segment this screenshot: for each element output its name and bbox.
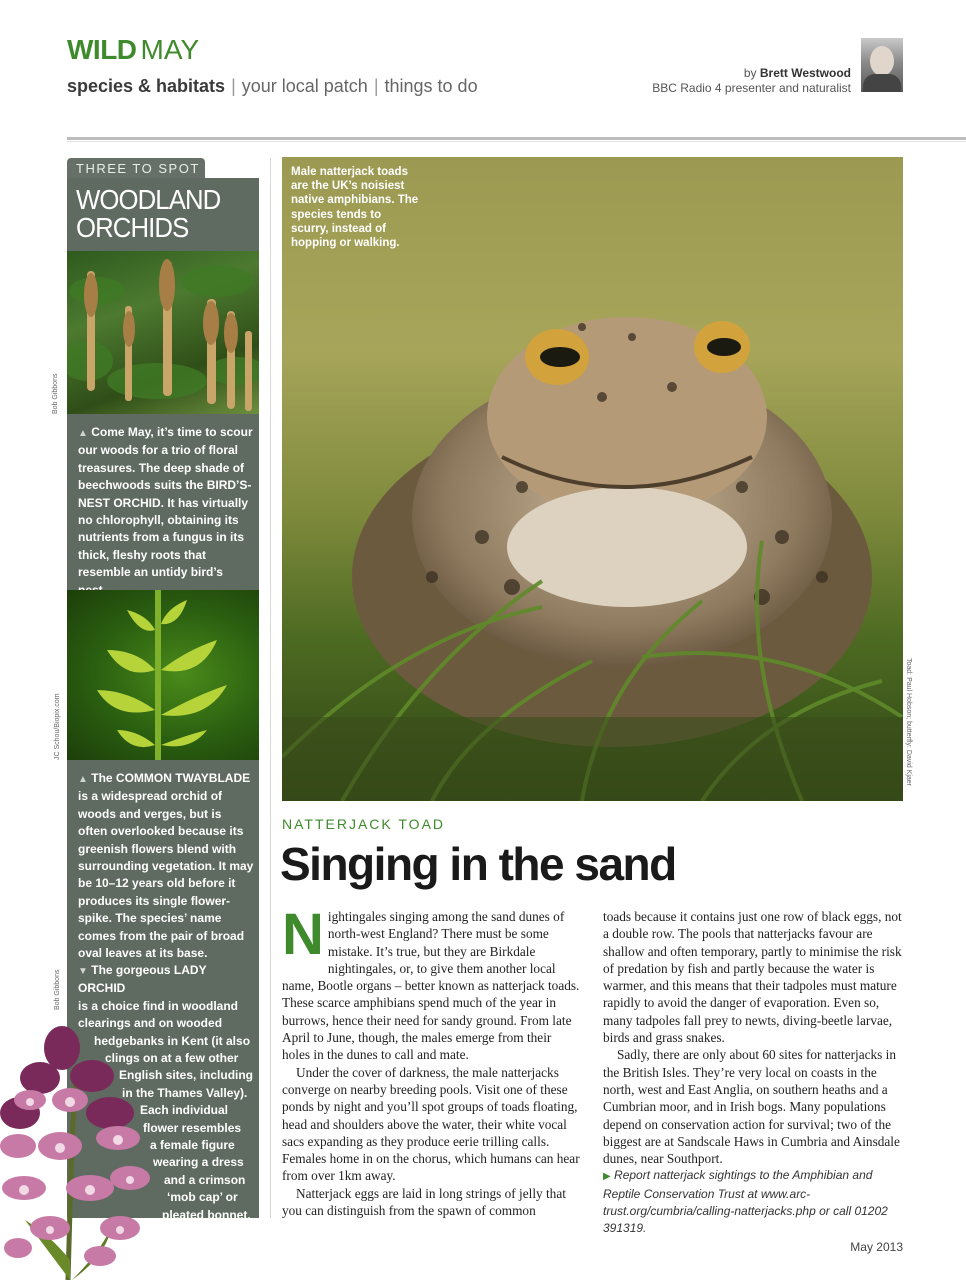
byline xyxy=(591,66,851,96)
section-title xyxy=(67,34,199,66)
section-name: WILD xyxy=(67,34,137,65)
issue-date: May 2013 xyxy=(850,1240,903,1254)
common-twayblade-photo xyxy=(67,590,259,760)
natterjack-toad-photo xyxy=(282,157,903,801)
photo-caption: Male natterjack toads are the UK’s noisiest native amphibians. The species tends to scurry, instead of hopping or walking. xyxy=(291,166,419,250)
nav-things-to-do[interactable]: things to do xyxy=(384,76,478,96)
author-role: BBC Radio 4 presenter and naturalist xyxy=(652,81,851,95)
drop-cap: N xyxy=(282,902,324,967)
column-divider xyxy=(270,158,271,1218)
sidebar-title: WOODLAND ORCHIDS xyxy=(76,184,221,243)
sidebar-paragraph-2: ▲ The COMMON TWAYBLADE is a widespread orchid of woods and verges, but is often overlooked because its greenish flowers blend with surrounding vegetation. It may be 10–12 years old before it produces its single flower-spike. The species’ name comes from the pair of broad oval leaves at its base. xyxy=(78,771,254,961)
photo-credit-main: Toad: Paul Hobson; butterfly: David Kjaer xyxy=(905,658,912,787)
nav-species-habitats[interactable]: species & habitats xyxy=(67,76,226,96)
triangle-up-icon: ▲ xyxy=(78,774,88,785)
section-nav: species & habitats | your local patch | things to do xyxy=(67,76,478,96)
article-column-2: toads because it contains just one row of black eggs, not a double row. The pools that natterjacks favour are shallow and often temporary, partly to minimise the risk of predation by fish and partly because the water is warmer, and this means that their tadpoles must mature rapidly to avoid the danger of evaporation. Even so, many tadpoles fall prey to newts, diving-beetle larvae, birds and grass snakes. Sadly, there are only about 60 sites for natterjacks in the British Isles. They’re very local on coasts in the north, west and East Anglia, on southern heaths and a Cumbrian moor, and in Irish bogs. Many populations depend on conservation action for survival; two of the biggest are at Sandscale Haws in Cumbria and Ainsdale dunes, near Southport. ▶ Report natterjack sightings to the Amphibian and Reptile Conservation Trust at www.arc-trust.org/cumbria/calling-natterjacks.php or call 01202 391319. xyxy=(603,908,903,1238)
article-headline: Singing in the sand xyxy=(280,838,676,890)
triangle-down-icon: ▼ xyxy=(78,966,88,977)
article-kicker: NATTERJACK TOAD xyxy=(282,816,446,832)
sidebar-paragraph-3: ▼ The gorgeous LADY ORCHID is a choice find in woodland clearings and on wooded hedgebanks in Kent (it also clings on at a few other English sites, including in the Thames Valley). Each individual flower resembles a female figure wearing a dress and a crimson ‘mob cap’ or pleated bonnet. xyxy=(78,963,254,1222)
photo-credit-1: Bob Gibbons xyxy=(52,373,59,414)
play-arrow-icon: ▶ xyxy=(603,1171,611,1183)
triangle-up-icon: ▲ xyxy=(78,428,88,439)
report-note: ▶ Report natterjack sightings to the Amphibian and Reptile Conservation Trust at www.arc-trust.org/cumbria/calling-natterjacks.php or call 01202 391319. xyxy=(603,1168,888,1236)
birds-nest-orchid-photo xyxy=(67,251,259,414)
section-month: MAY xyxy=(140,34,200,65)
sidebar-tab: THREE TO SPOT xyxy=(67,158,205,180)
nav-local-patch[interactable]: your local patch xyxy=(241,76,368,96)
lady-orchid-illustration xyxy=(0,1018,165,1280)
author-name: Brett Westwood xyxy=(759,66,851,80)
sidebar-paragraph-1: ▲ Come May, it’s time to scour our woods for a trio of floral treasures. The deep shade of beechwoods suits the BIRD’S-NEST ORCHID. It has virtually no chlorophyll, obtaining its nutrients from a fungus in its thick, fleshy roots that resemble an untidy bird’s xyxy=(78,425,253,580)
author-photo xyxy=(861,38,903,92)
header-divider xyxy=(67,137,966,140)
photo-credit-3: Bob Gibbons xyxy=(54,969,61,1010)
article-column-1: Nightingales singing among the sand dunes of north-west England? There must be some mistake. It’s true, but they are Birkdale nightingales, or, to give them another local name, Bootle organs – better known as natterjack toads. These scarce amphibians spend much of the year in burrows, hence their need for sandy ground. From late April to June, though, the males emerge from their holes in the dunes to call and mate. Under the cover of darkness, the male natterjacks converge on nearby breeding pools. Visit one of these ponds by night and you’ll spot groups of toads floating, head and shoulders above the water, their white vocal sacs expanding as they produce eerie trilling calls. Females home in on the chorus, which humans can hear from over 1km away. Natterjack eggs are laid in long strings of jelly that you can distinguish from the spawn of common xyxy=(282,902,580,1219)
byline-prefix: by xyxy=(743,66,757,80)
photo-credit-2: JC Schou/Biopix.com xyxy=(54,693,61,760)
